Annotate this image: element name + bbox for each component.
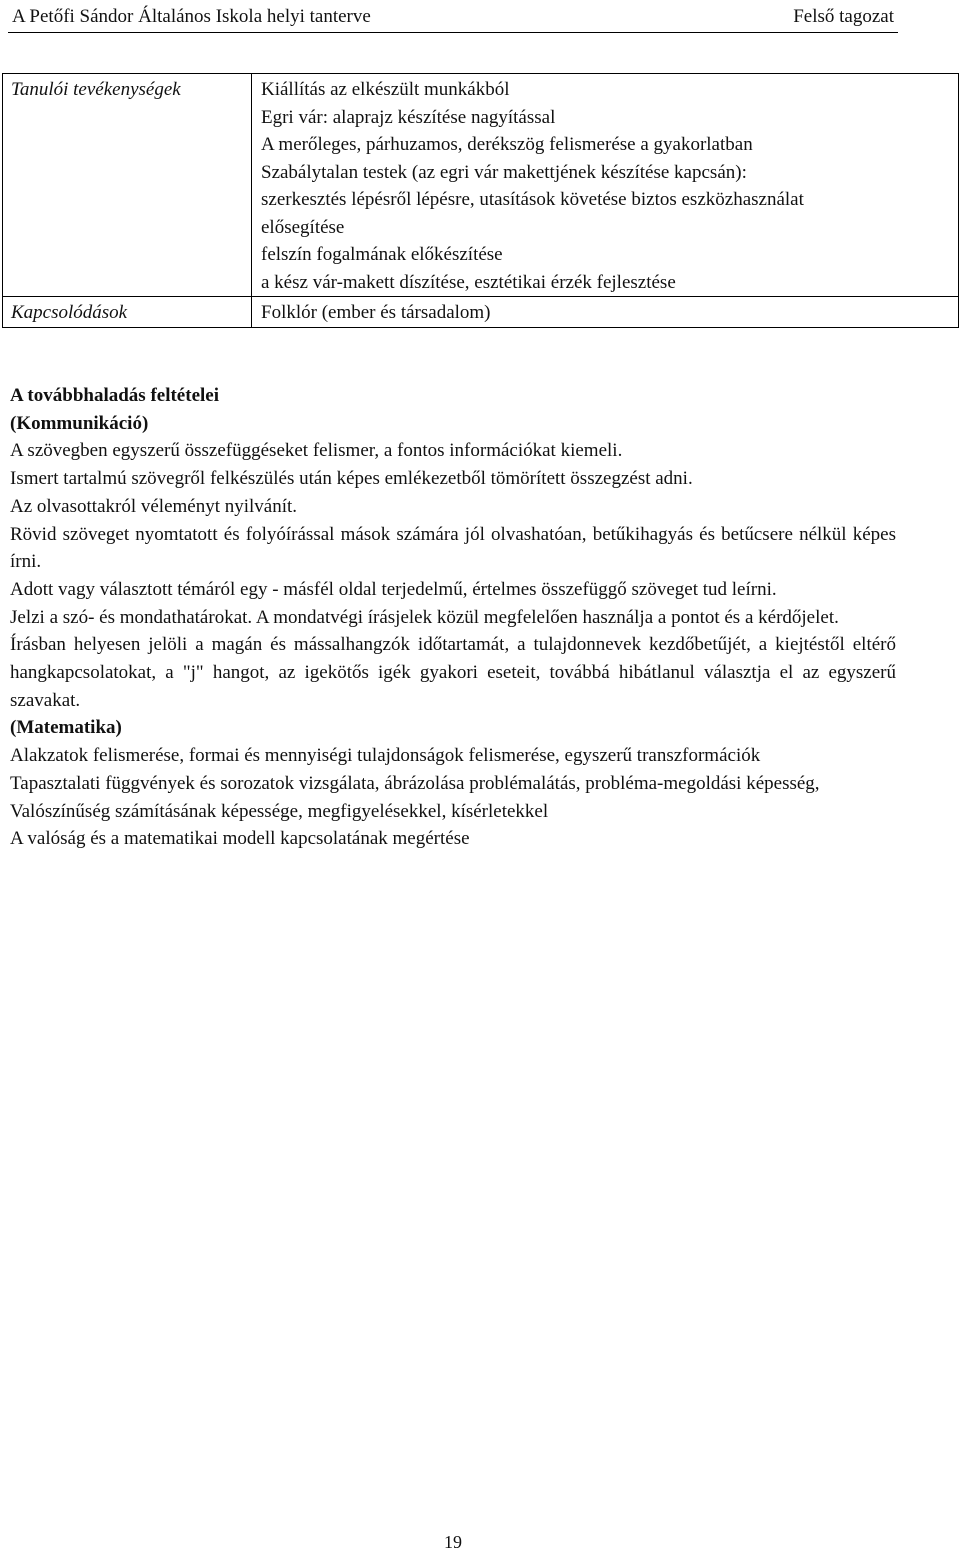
row-label-activities: Tanulói tevékenységek bbox=[3, 74, 252, 297]
activity-line: elősegítése bbox=[261, 216, 345, 238]
row-label-connections: Kapcsolódások bbox=[3, 297, 252, 328]
kommunikacio-paragraph: Adott vagy választott témáról egy - másfél oldal terjedelmű, értelmes összefüggő szöveget tud leírni. bbox=[10, 578, 777, 600]
kommunikacio-paragraph: Rövid szöveget nyomtatott és folyóírással mások számára jól olvashatóan, betűkihagyás és betűcsere nélkül képes írni. bbox=[10, 523, 896, 573]
requirements-section bbox=[10, 382, 896, 853]
kommunikacio-heading: (Kommunikáció) bbox=[10, 412, 149, 434]
page-header bbox=[8, 6, 898, 33]
page-number: 19 bbox=[444, 1532, 462, 1552]
activity-line: Szabálytalan testek (az egri vár makettjének készítése kapcsán): bbox=[261, 161, 747, 183]
activity-line: szerkesztés lépésről lépésre, utasítások követése biztos eszközhasználat bbox=[261, 189, 804, 210]
matematika-paragraph: Alakzatok felismerése, formai és mennyiségi tulajdonságok felismerése, egyszerű transzformációk bbox=[10, 745, 761, 767]
matematika-heading: (Matematika) bbox=[10, 717, 122, 739]
activity-line: A merőleges, párhuzamos, derékszög felismerése a gyakorlatban bbox=[261, 134, 753, 155]
activity-line: Egri vár: alaprajz készítése nagyítással bbox=[261, 106, 556, 128]
kommunikacio-paragraph: Ismert tartalmú szövegről felkészülés után képes emlékezetből tömörített összegzést adni. bbox=[10, 468, 693, 490]
header-section-title: Felső tagozat bbox=[793, 6, 894, 27]
kommunikacio-paragraph: A szövegben egyszerű összefüggéseket felismer, a fontos információkat kiemeli. bbox=[10, 440, 623, 462]
matematika-paragraph: Tapasztalati függvények és sorozatok vizsgálata, ábrázolása problémalátás, probléma-megoldási képesség, bbox=[10, 772, 820, 794]
kommunikacio-paragraph: Az olvasottakról véleményt nyilvánít. bbox=[10, 495, 298, 517]
connection-line: Folklór (ember és társadalom) bbox=[261, 302, 491, 323]
row-content-activities bbox=[252, 74, 959, 297]
table-row-activities bbox=[3, 74, 959, 297]
matematika-paragraph: Valószínűség számításának képessége, megfigyelésekkel, kísérletekkel bbox=[10, 800, 549, 822]
section-heading: A továbbhaladás feltételei bbox=[10, 385, 219, 406]
activity-table bbox=[2, 73, 959, 328]
row-content-connections bbox=[252, 297, 959, 328]
kommunikacio-paragraph: Írásban helyesen jelöli a magán és mássalhangzók időtartamát, a tulajdonnevek kezdőbetűjét, a kiejtéstől eltérő hangkapcsolatokat, a "j" hangot, az igekötős igék gyakori eseteit, továbbá hibátlanul választja el az egyszerű szavakat. bbox=[10, 634, 896, 711]
activity-line: felszín fogalmának előkészítése bbox=[261, 244, 503, 265]
table-row-connections bbox=[3, 297, 959, 328]
header-school-title: A Petőfi Sándor Általános Iskola helyi tanterve bbox=[12, 6, 371, 27]
activity-line: Kiállítás az elkészült munkákból bbox=[261, 79, 510, 100]
matematika-paragraph: A valóság és a matematikai modell kapcsolatának megértése bbox=[10, 828, 470, 850]
activity-line: a kész vár-makett díszítése, esztétikai érzék fejlesztése bbox=[261, 271, 676, 293]
kommunikacio-paragraph: Jelzi a szó- és mondathatárokat. A mondatvégi írásjelek közül megfelelően használja a pontot és a kérdőjelet. bbox=[10, 606, 839, 628]
